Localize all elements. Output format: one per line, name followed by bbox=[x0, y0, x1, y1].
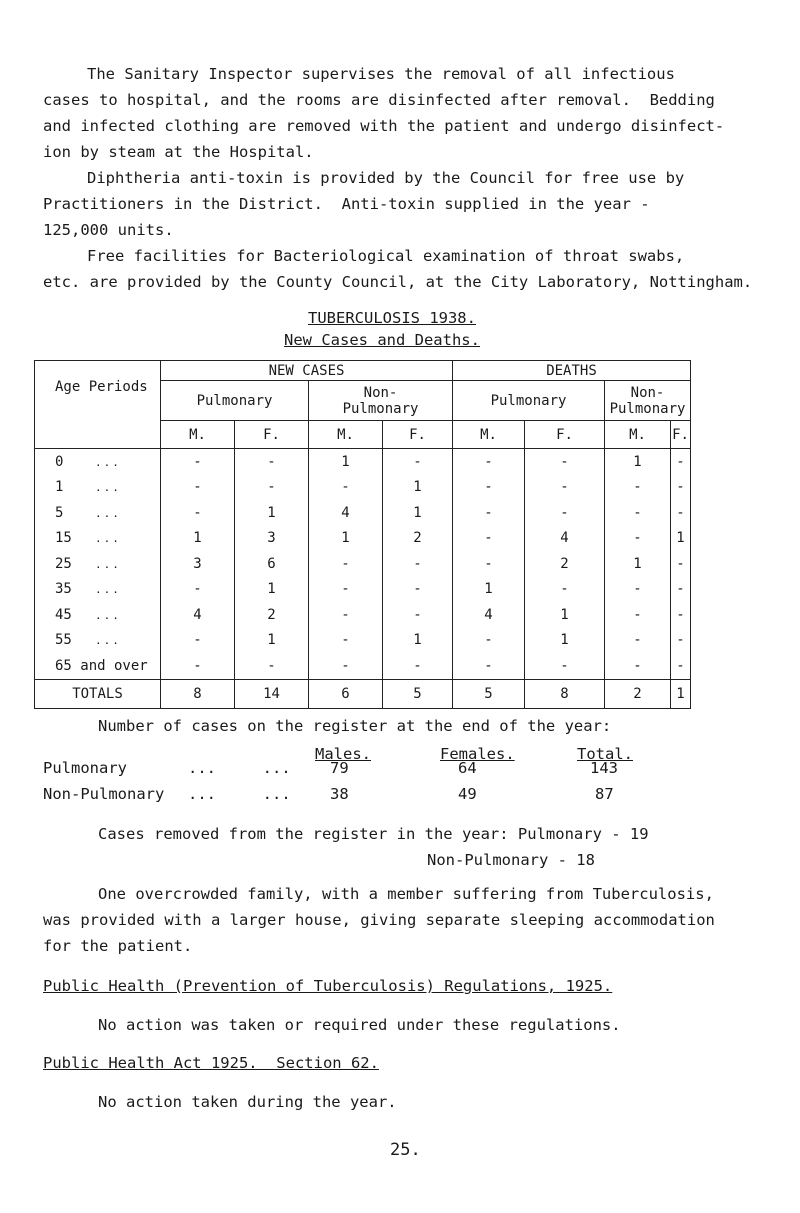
table-cell: - bbox=[671, 602, 691, 628]
table-cell: 1 bbox=[235, 500, 309, 526]
table-cell: - bbox=[605, 526, 671, 552]
non-pulmonary-dots: ... ... bbox=[188, 785, 291, 803]
age-period-cell bbox=[35, 475, 161, 501]
intro-paragraph-1-line-1: The Sanitary Inspector supervises the removal of all infectious bbox=[87, 65, 675, 83]
table-cell: - bbox=[161, 449, 235, 475]
col-m-header: M. bbox=[453, 421, 525, 449]
table-cell: - bbox=[453, 449, 525, 475]
pulmonary-females: 64 bbox=[458, 759, 477, 777]
table-cell: - bbox=[671, 577, 691, 603]
table-row bbox=[35, 500, 691, 526]
table-cell: - bbox=[605, 628, 671, 654]
table-cell: - bbox=[383, 653, 453, 679]
table-cell: - bbox=[671, 475, 691, 501]
col-m-header: M. bbox=[161, 421, 235, 449]
table-cell: - bbox=[453, 500, 525, 526]
table-cell: 1 bbox=[161, 526, 235, 552]
regulations-paragraph: No action was taken or required under these regulations. bbox=[98, 1016, 621, 1034]
table-cell: 3 bbox=[161, 551, 235, 577]
closing-paragraph-1-line-1: One overcrowded family, with a member suffering from Tuberculosis, bbox=[98, 885, 714, 903]
leader-dots: ... bbox=[95, 634, 121, 648]
table-row bbox=[35, 653, 691, 679]
table-cell: - bbox=[453, 653, 525, 679]
age-period-label: 25 bbox=[55, 555, 72, 572]
table-cell: - bbox=[525, 653, 605, 679]
leader-dots: ... bbox=[95, 557, 121, 571]
table-cell: - bbox=[309, 475, 383, 501]
table-cell: - bbox=[161, 500, 235, 526]
table-cell: - bbox=[309, 551, 383, 577]
pulmonary-males: 79 bbox=[330, 759, 349, 777]
leader-dots: ... bbox=[95, 506, 121, 520]
table-cell: - bbox=[605, 602, 671, 628]
table-cell: 1 bbox=[309, 449, 383, 475]
females-header: Females. bbox=[440, 745, 515, 763]
table-row bbox=[35, 475, 691, 501]
col-f-header: F. bbox=[383, 421, 453, 449]
table-cell: 2 bbox=[235, 602, 309, 628]
table-row bbox=[35, 526, 691, 552]
table-cell: - bbox=[383, 551, 453, 577]
intro-paragraph-2-line-3: 125,000 units. bbox=[43, 221, 174, 239]
col-f-header: F. bbox=[671, 421, 691, 449]
table-cell: 6 bbox=[235, 551, 309, 577]
age-period-cell bbox=[35, 602, 161, 628]
table-cell: 1 bbox=[605, 551, 671, 577]
age-period-label: 55 bbox=[55, 632, 72, 649]
total-cell: 6 bbox=[309, 679, 383, 708]
non-pulmonary-females: 49 bbox=[458, 785, 477, 803]
table-cell: 1 bbox=[525, 628, 605, 654]
table-cell: 1 bbox=[525, 602, 605, 628]
non-pulmonary-label: Non-Pulmonary bbox=[43, 785, 165, 803]
act-heading: Public Health Act 1925. Section 62. bbox=[43, 1054, 379, 1072]
table-cell: - bbox=[525, 475, 605, 501]
males-header: Males. bbox=[315, 745, 371, 763]
closing-paragraph-1-line-2: was provided with a larger house, giving separate sleeping accommodation bbox=[43, 911, 715, 929]
total-cell: 1 bbox=[671, 679, 691, 708]
table-cell: 1 bbox=[309, 526, 383, 552]
table-cell: - bbox=[671, 653, 691, 679]
table-cell: - bbox=[309, 628, 383, 654]
intro-paragraph-3-line-2: etc. are provided by the County Council, at the City Laboratory, Nottingham. bbox=[43, 273, 753, 291]
total-cell: 5 bbox=[383, 679, 453, 708]
age-period-label: 0 bbox=[55, 453, 64, 470]
table-cell: 1 bbox=[605, 449, 671, 475]
table-cell: - bbox=[161, 653, 235, 679]
total-header: Total. bbox=[577, 745, 633, 763]
closing-paragraph-1-line-3: for the patient. bbox=[43, 937, 193, 955]
table-cell: - bbox=[671, 628, 691, 654]
table-cell: 4 bbox=[453, 602, 525, 628]
non-pulmonary-males: 38 bbox=[330, 785, 349, 803]
table-cell: - bbox=[309, 602, 383, 628]
table-cell: - bbox=[525, 577, 605, 603]
table-cell: 2 bbox=[383, 526, 453, 552]
table-cell: - bbox=[605, 475, 671, 501]
table-cell: - bbox=[161, 475, 235, 501]
table-cell: - bbox=[671, 500, 691, 526]
regulations-heading: Public Health (Prevention of Tuberculosis) Regulations, 1925. bbox=[43, 977, 613, 995]
table-cell: - bbox=[161, 577, 235, 603]
intro-paragraph-3-line-1: Free facilities for Bacteriological examination of throat swabs, bbox=[87, 247, 685, 265]
table-cell: - bbox=[383, 577, 453, 603]
table-cell: 1 bbox=[235, 577, 309, 603]
deaths-header: DEATHS bbox=[453, 361, 691, 381]
total-cell: 14 bbox=[235, 679, 309, 708]
age-period-label: 35 bbox=[55, 581, 72, 598]
table-cell: 1 bbox=[383, 628, 453, 654]
table-cell: 1 bbox=[383, 500, 453, 526]
age-period-cell bbox=[35, 526, 161, 552]
tuberculosis-table bbox=[34, 360, 691, 709]
table-cell: - bbox=[453, 475, 525, 501]
table-cell: - bbox=[605, 653, 671, 679]
leader-dots: ... bbox=[95, 481, 121, 495]
age-period-label: 15 bbox=[55, 530, 72, 547]
act-paragraph: No action taken during the year. bbox=[98, 1093, 397, 1111]
table-cell: 3 bbox=[235, 526, 309, 552]
table-cell: 4 bbox=[309, 500, 383, 526]
table-row bbox=[35, 577, 691, 603]
pulmonary-label: Pulmonary bbox=[43, 759, 127, 777]
table-cell: - bbox=[453, 628, 525, 654]
table-cell: - bbox=[453, 526, 525, 552]
table-cell: 1 bbox=[671, 526, 691, 552]
intro-paragraph-1-line-3: and infected clothing are removed with the patient and undergo disinfect- bbox=[43, 117, 725, 135]
table-cell: - bbox=[383, 449, 453, 475]
table-cell: 1 bbox=[235, 628, 309, 654]
intro-paragraph-1-line-4: ion by steam at the Hospital. bbox=[43, 143, 314, 161]
col-f-header: F. bbox=[235, 421, 309, 449]
intro-paragraph-2-line-1: Diphtheria anti-toxin is provided by the Council for free use by bbox=[87, 169, 685, 187]
age-period-label: 65 and over bbox=[55, 657, 148, 674]
table-cell: - bbox=[525, 500, 605, 526]
register-intro: Number of cases on the register at the end of the year: bbox=[98, 717, 612, 735]
page-number: 25. bbox=[390, 1140, 421, 1160]
col-m-header: M. bbox=[605, 421, 671, 449]
table-cell: 2 bbox=[525, 551, 605, 577]
age-period-cell bbox=[35, 577, 161, 603]
table-row bbox=[35, 449, 691, 475]
non-pulmonary-total: 87 bbox=[595, 785, 614, 803]
removed-line-1: Cases removed from the register in the year: Pulmonary - 19 bbox=[98, 825, 649, 843]
table-cell: - bbox=[383, 602, 453, 628]
age-period-cell bbox=[35, 449, 161, 475]
leader-dots: ... bbox=[95, 608, 121, 622]
death-pulmonary-header: Pulmonary bbox=[453, 381, 605, 421]
table-cell: 4 bbox=[525, 526, 605, 552]
pulmonary-dots: ... ... bbox=[188, 759, 291, 777]
table-cell: - bbox=[605, 577, 671, 603]
table-cell: - bbox=[525, 449, 605, 475]
total-cell: 5 bbox=[453, 679, 525, 708]
section-subtitle: New Cases and Deaths. bbox=[284, 331, 480, 349]
age-period-cell bbox=[35, 500, 161, 526]
age-period-cell bbox=[35, 551, 161, 577]
leader-dots: ... bbox=[95, 455, 121, 469]
table-cell: - bbox=[309, 653, 383, 679]
section-title: TUBERCULOSIS 1938. bbox=[308, 309, 476, 327]
age-period-label: 1 bbox=[55, 479, 64, 496]
total-cell: 8 bbox=[161, 679, 235, 708]
table-cell: - bbox=[235, 475, 309, 501]
age-period-cell bbox=[35, 628, 161, 654]
table-cell: - bbox=[605, 500, 671, 526]
table-cell: 1 bbox=[383, 475, 453, 501]
leader-dots: ... bbox=[95, 583, 121, 597]
total-cell: 8 bbox=[525, 679, 605, 708]
col-f-header: F. bbox=[525, 421, 605, 449]
new-non-pulmonary-header: Non- Pulmonary bbox=[309, 381, 453, 421]
total-cell: 2 bbox=[605, 679, 671, 708]
new-cases-header: NEW CASES bbox=[161, 361, 453, 381]
death-non-pulmonary-header: Non- Pulmonary bbox=[605, 381, 691, 421]
table-cell: 4 bbox=[161, 602, 235, 628]
leader-dots: ... bbox=[95, 532, 121, 546]
age-period-cell bbox=[35, 653, 161, 679]
intro-paragraph-1-line-2: cases to hospital, and the rooms are disinfected after removal. Bedding bbox=[43, 91, 715, 109]
table-cell: - bbox=[671, 449, 691, 475]
pulmonary-total: 143 bbox=[590, 759, 618, 777]
table-row bbox=[35, 628, 691, 654]
new-pulmonary-header: Pulmonary bbox=[161, 381, 309, 421]
totals-label: TOTALS bbox=[35, 679, 161, 708]
table-cell: 1 bbox=[453, 577, 525, 603]
col-m-header: M. bbox=[309, 421, 383, 449]
table-cell: - bbox=[453, 551, 525, 577]
table-cell: - bbox=[235, 449, 309, 475]
table-row bbox=[35, 551, 691, 577]
table-cell: - bbox=[309, 577, 383, 603]
age-period-label: 45 bbox=[55, 606, 72, 623]
removed-line-2: Non-Pulmonary - 18 bbox=[427, 851, 595, 869]
age-periods-header: Age Periods bbox=[35, 361, 161, 449]
intro-paragraph-2-line-2: Practitioners in the District. Anti-toxin supplied in the year - bbox=[43, 195, 650, 213]
table-row bbox=[35, 602, 691, 628]
age-period-label: 5 bbox=[55, 504, 64, 521]
table-cell: - bbox=[235, 653, 309, 679]
table-cell: - bbox=[161, 628, 235, 654]
table-cell: - bbox=[671, 551, 691, 577]
